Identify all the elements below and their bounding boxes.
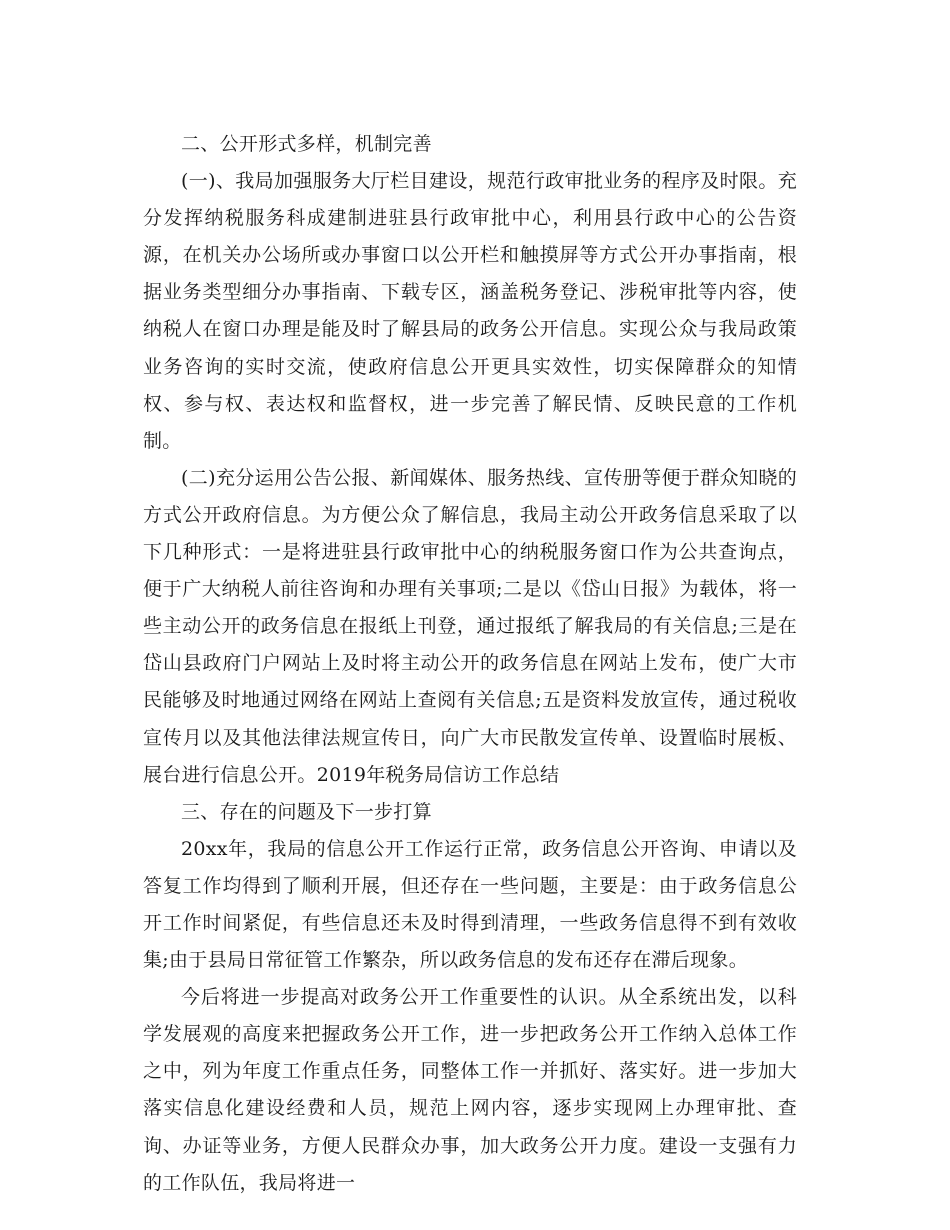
section-heading-two: 二、公开形式多样，机制完善 [181,133,432,155]
section-heading-three: 三、存在的问题及下一步打算 [181,800,432,823]
paragraph-service-hall: (一)、我局加强服务大厅栏目建设，规范行政审批业务的程序及时限。充分发挥纳税服务科成建制进驻县行政审批中心，利用县行政中心的公告资源，在机关办公场所或办事窗口以公开栏和触摸屏等方式公开办事指南，根据业务类型细分办事指南、下载专区，涵盖税务登记、涉税审批等内容，使纳税人在窗口办理是能及时了解县局的政务公开信息。实现公众与我局政策业务咨询的实时交流，使政府信息公开更具实效性，切实保障群众的知情权、参与权、表达权和监督权，进一步完善了解民情、反映民意的工作机制。 [143,170,797,452]
paragraph-public-channels: (二)充分运用公告公报、新闻媒体、服务热线、宣传册等便于群众知晓的方式公开政府信息。为方便公众了解信息，我局主动公开政务信息采取了以下几种形式：一是将进驻县行政审批中心的纳税服务窗口作为公共查询点，便于广大纳税人前往咨询和办理有关事项;二是以《岱山日报》为载体，将一些主动公开的政务信息在报纸上刊登，通过报纸了解我局的有关信息;三是在岱山县政府门户网站上及时将主动公开的政务信息在网站上发布，使广大市民能够及时地通过网络在网站上查阅有关信息;五是资料发放宣传，通过税收宣传月以及其他法律法规宣传日，向广大市民散发宣传单、设置临时展板、展台进行信息公开。2019年税务局信访工作总结 [143,466,797,786]
paragraph-next-steps: 今后将进一步提高对政务公开工作重要性的认识。从全系统出发，以科学发展观的高度来把握政务公开工作，进一步把政务公开工作纳入总体工作之中，列为年度工作重点任务，同整体工作一并抓好、落实好。进一步加大落实信息化建设经费和人员，规范上网内容，逐步实现网上办理审批、查询、办证等业务，方便人民群众办事，加大政务公开力度。建设一支强有力的工作队伍，我局将进一 [143,986,797,1194]
document-body [143,126,797,1202]
paragraph-existing-problems: 20xx年，我局的信息公开工作运行正常，政务信息公开咨询、申请以及答复工作均得到了顺利开展，但还存在一些问题，主要是：由于政务信息公开工作时间紧促，有些信息还未及时得到清理，一些政务信息得不到有效收集;由于县局日常征管工作繁杂，所以政务信息的发布还存在滞后现象。 [143,837,797,972]
